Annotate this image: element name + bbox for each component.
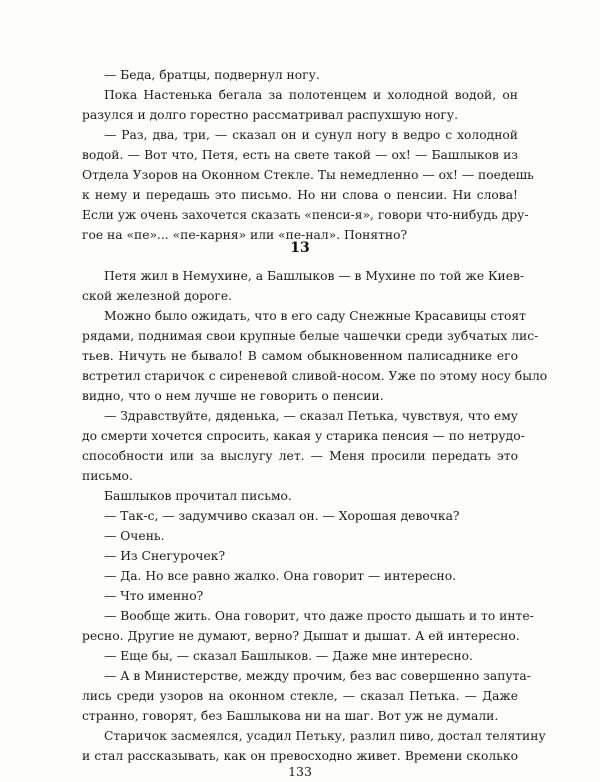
text-line: и стал рассказывать, как он превосходно живет. Времени сколько [82, 749, 518, 763]
text-line: Отдела Узоров на Оконном Стекле. Ты немедленно — ох! — поедешь [82, 168, 534, 182]
text-line: ресно. Другие не думают, верно? Дышат и дышат. А ей интересно. [82, 629, 520, 643]
text-line: Если уж очень захочется сказать «пенси-я», говори что-нибудь дру- [82, 208, 529, 222]
text-line: — Здравствуйте, дяденька, — сказал Петька, чувствуя, что ему [104, 409, 518, 423]
text-line: — Из Снегурочек? [104, 549, 226, 563]
text-line: Башлыков прочитал письмо. [104, 489, 292, 503]
text-line: — Так-с, — задумчиво сказал он. — Хорошая девочка? [104, 509, 460, 523]
text-line: — Раз, два, три, — сказал он и сунул ногу в ведро с холодной [104, 128, 518, 142]
text-line: тьев. Ничуть не бывало! В самом обыкновенном палисаднике его [82, 349, 518, 363]
text-line: — А в Министерстве, между прочим, без вас совершенно запута- [104, 669, 531, 683]
chapter-heading: 13 [290, 240, 310, 256]
text-line: водой. — Вот что, Петя, есть на свете такой — ох! — Башлыков из [82, 148, 518, 162]
text-line: Можно было ожидать, что в его саду Снежные Красавицы стоят [104, 309, 526, 323]
text-line: разулся и долго горестно рассматривал распухшую ногу. [82, 108, 458, 122]
text-line: до смерти хочется спросить, какая у старика пенсия — по нетрудо- [82, 429, 525, 443]
text-line: рядами, поднимая свои крупные белые чашечки среди зубчатых лис- [82, 329, 539, 343]
text-line: способности или за выслугу лет. — Меня просили передать это [82, 449, 518, 463]
text-line: — Вообще жить. Она говорит, что даже просто дышать и то инте- [104, 609, 534, 623]
text-line: гое на «пе»... «пе-карня» или «пе-нал». Понятно? [82, 228, 408, 242]
text-line: — Беда, братцы, подвернул ногу. [104, 68, 320, 82]
text-line: видно, что о нем лучше не говорить о пенсии. [82, 389, 384, 403]
text-line: ской железной дороге. [82, 289, 233, 303]
text-line: — Еще бы, — сказал Башлыков. — Даже мне интересно. [104, 649, 473, 663]
text-line: письмо. [82, 469, 133, 483]
text-line: Пока Настенька бегала за полотенцем и холодной водой, он [104, 88, 518, 102]
text-line: — Да. Но все равно жалко. Она говорит — интересно. [104, 569, 457, 583]
text-line: — Что именно? [104, 589, 204, 603]
text-line: Петя жил в Немухине, а Башлыков — в Мухине по той же Киев- [104, 269, 525, 283]
text-line: странно, говорят, без Башлыкова ни на шаг. Вот уж не думали. [82, 709, 499, 723]
text-line: — Очень. [104, 529, 165, 543]
text-line: лись среди узоров на оконном стекле, — сказал Петька. — Даже [82, 689, 518, 703]
text-line: Старичок засмеялся, усадил Петьку, разлил пиво, достал телятину [104, 729, 546, 743]
page-number: 133 [288, 764, 312, 779]
text-line: к нему и передашь это письмо. Но ни слова о пенсии. Ни слова! [82, 188, 518, 202]
text-line: встретил старичок с сиреневой сливой-носом. Уже по этому носу было [82, 369, 548, 383]
